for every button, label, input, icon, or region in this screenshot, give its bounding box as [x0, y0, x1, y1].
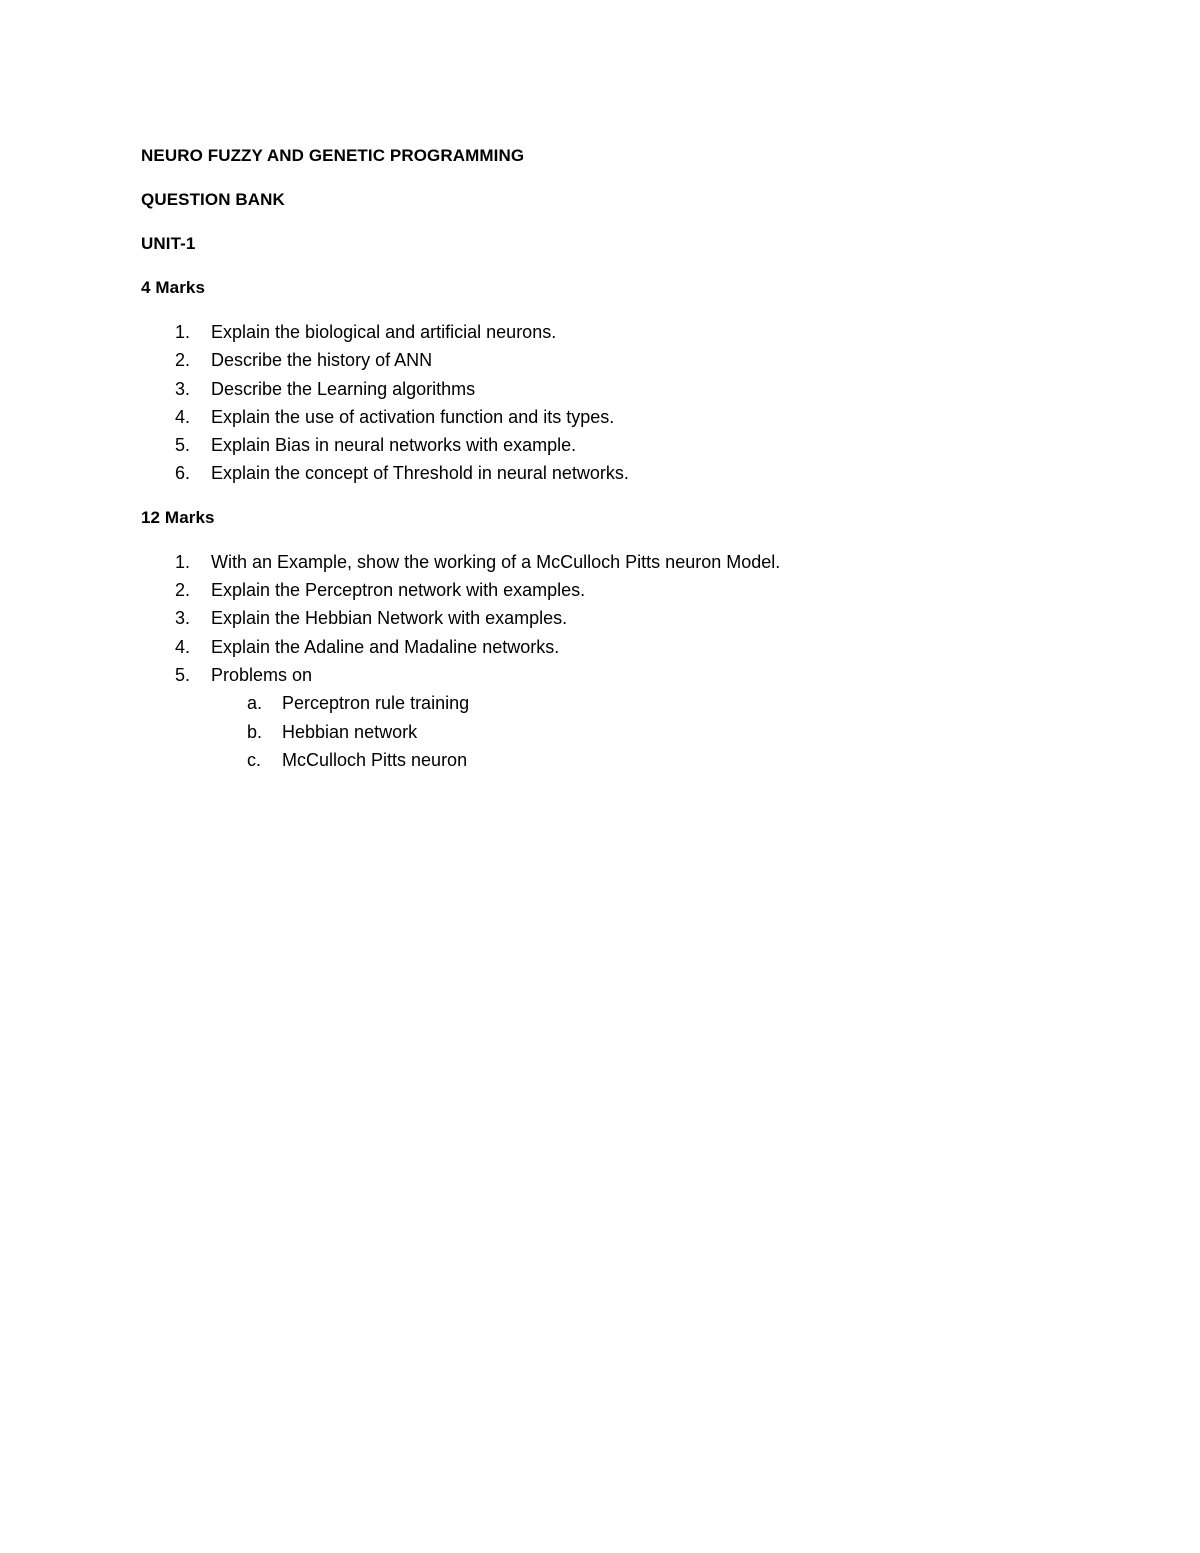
- sub-item-text: Perceptron rule training: [282, 693, 470, 714]
- list-item: [141, 431, 1061, 459]
- list-item: [141, 318, 1061, 346]
- section-heading-4-marks: 4 Marks: [141, 278, 206, 297]
- list-item: [141, 403, 1061, 431]
- list-item: [141, 548, 1061, 576]
- item-text: Describe the history of ANN: [211, 350, 433, 371]
- sub-question-list: [141, 689, 1061, 774]
- list-item: [141, 375, 1061, 403]
- item-text: Problems on: [211, 664, 313, 685]
- item-number: 4.: [175, 406, 191, 427]
- item-text: Explain the concept of Threshold in neural networks.: [211, 463, 629, 484]
- item-number: 1.: [175, 551, 191, 572]
- item-number: 5.: [175, 435, 191, 456]
- item-text: Explain Bias in neural networks with example.: [211, 435, 577, 456]
- item-text: Explain the Adaline and Madaline networks.: [211, 636, 560, 657]
- sub-list-item: [141, 718, 1061, 746]
- sub-item-letter: c.: [247, 749, 262, 770]
- item-number: 2.: [175, 580, 191, 601]
- list-item: [141, 576, 1061, 604]
- sub-list-item: [141, 746, 1061, 774]
- item-number: 6.: [175, 463, 191, 484]
- document-title: NEURO FUZZY AND GENETIC PROGRAMMING: [141, 146, 525, 165]
- sub-item-text: McCulloch Pitts neuron: [282, 749, 468, 770]
- question-list-12-marks: [141, 548, 1061, 774]
- item-number: 5.: [175, 664, 191, 685]
- item-number: 2.: [175, 350, 191, 371]
- document-content: [141, 142, 1061, 790]
- section-heading-12-marks: 12 Marks: [141, 507, 215, 527]
- item-number: 3.: [175, 378, 191, 399]
- item-text: Explain the Perceptron network with examples.: [211, 580, 586, 601]
- list-item: [141, 459, 1061, 487]
- list-item: [141, 346, 1061, 374]
- sub-item-letter: b.: [247, 721, 263, 742]
- list-item: [141, 661, 1061, 689]
- item-text: Explain the use of activation function and its types.: [211, 406, 615, 427]
- sub-item-letter: a.: [247, 693, 263, 714]
- unit-heading: UNIT-1: [141, 234, 196, 253]
- sub-list-container: [141, 689, 1061, 774]
- list-item: [141, 604, 1061, 632]
- question-list-4-marks: [141, 318, 1061, 488]
- sub-item-text: Hebbian network: [282, 721, 418, 742]
- item-text: Explain the biological and artificial neurons.: [211, 322, 557, 342]
- sub-list-item: [141, 689, 1061, 717]
- item-text: Explain the Hebbian Network with examples.: [211, 608, 568, 629]
- list-item: [141, 633, 1061, 661]
- item-text: Describe the Learning algorithms: [211, 378, 476, 399]
- item-number: 4.: [175, 636, 191, 657]
- document-subtitle: QUESTION BANK: [141, 190, 285, 209]
- item-number: 3.: [175, 608, 191, 629]
- item-text: With an Example, show the working of a McCulloch Pitts neuron Model.: [211, 551, 781, 572]
- item-number: 1.: [175, 322, 191, 342]
